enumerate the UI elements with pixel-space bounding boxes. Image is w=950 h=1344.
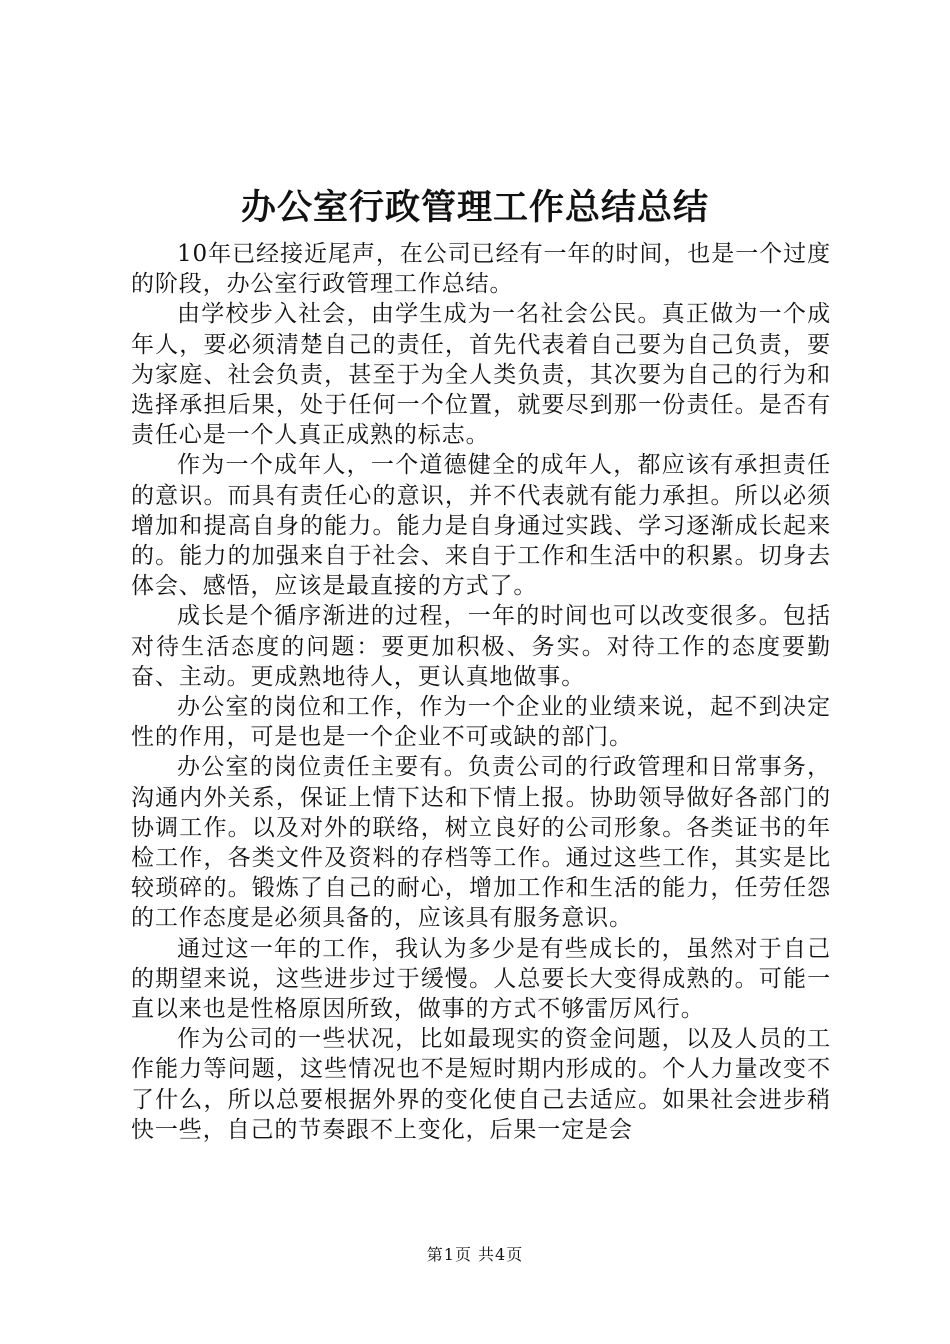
paragraph-2: 由学校步入社会，由学生成为一名社会公民。真正做为一个成年人，要必须清楚自己的责任，首先代表着自己要为自己负责，要为家庭、社会负责，甚至于为全人类负责，其次要为自己的行为和选择承担后果，处于任何一个位置，就要尽到那一份责任。是否有责任心是一个人真正成熟的标志。 xyxy=(131,301,831,449)
paragraph-3: 作为一个成年人，一个道德健全的成年人，都应该有承担责任的意识。而具有责任心的意识，并不代表就有能力承担。所以必须增加和提高自身的能力。能力是自身通过实践、学习逐渐成长起来的。能力的加强来自于社会、来自于工作和生活中的积累。切身去体会、感悟，应该是最直接的方式了。 xyxy=(131,452,831,600)
paragraph-1: 10年已经接近尾声，在公司已经有一年的时间，也是一个过度的阶段，办公室行政管理工作总结。 xyxy=(131,241,831,298)
paragraph-8: 作为公司的一些状况，比如最现实的资金问题，以及人员的工作能力等问题，这些情况也不是短时期内形成的。个人力量改变不了什么，所以总要根据外界的变化使自己去适应。如果社会进步稍快一些，自己的节奏跟不上变化，后果一定是会 xyxy=(131,1026,831,1143)
document-body xyxy=(131,239,831,1145)
paragraph-4: 成长是个循序渐进的过程，一年的时间也可以改变很多。包括对待生活态度的问题：要更加积极、务实。对待工作的态度要勤奋、主动。更成熟地待人，更认真地做事。 xyxy=(131,603,831,690)
page-number-footer: 第1页 共4页 xyxy=(426,1245,524,1264)
paragraph-5: 办公室的岗位和工作，作为一个企业的业绩来说，起不到决定性的作用，可是也是一个企业不可或缺的部门。 xyxy=(131,694,831,751)
paragraph-7: 通过这一年的工作，我认为多少是有些成长的，虽然对于自己的期望来说，这些进步过于缓慢。人总要长大变得成熟的。可能一直以来也是性格原因所致，做事的方式不够雷厉风行。 xyxy=(131,935,831,1023)
document-title: 办公室行政管理工作总结总结 xyxy=(240,187,709,228)
paragraph-6: 办公室的岗位责任主要有。负责公司的行政管理和日常事务，沟通内外关系，保证上情下达和下情上报。协助领导做好各部门的协调工作。以及对外的联络，树立良好的公司形象。各类证书的年检工作，各类文件及资料的存档等工作。通过这些工作，其实是比较琐碎的。锻炼了自己的耐心，增加工作和生活的能力，任劳任怨的工作态度是必须具备的，应该具有服务意识。 xyxy=(131,754,831,932)
